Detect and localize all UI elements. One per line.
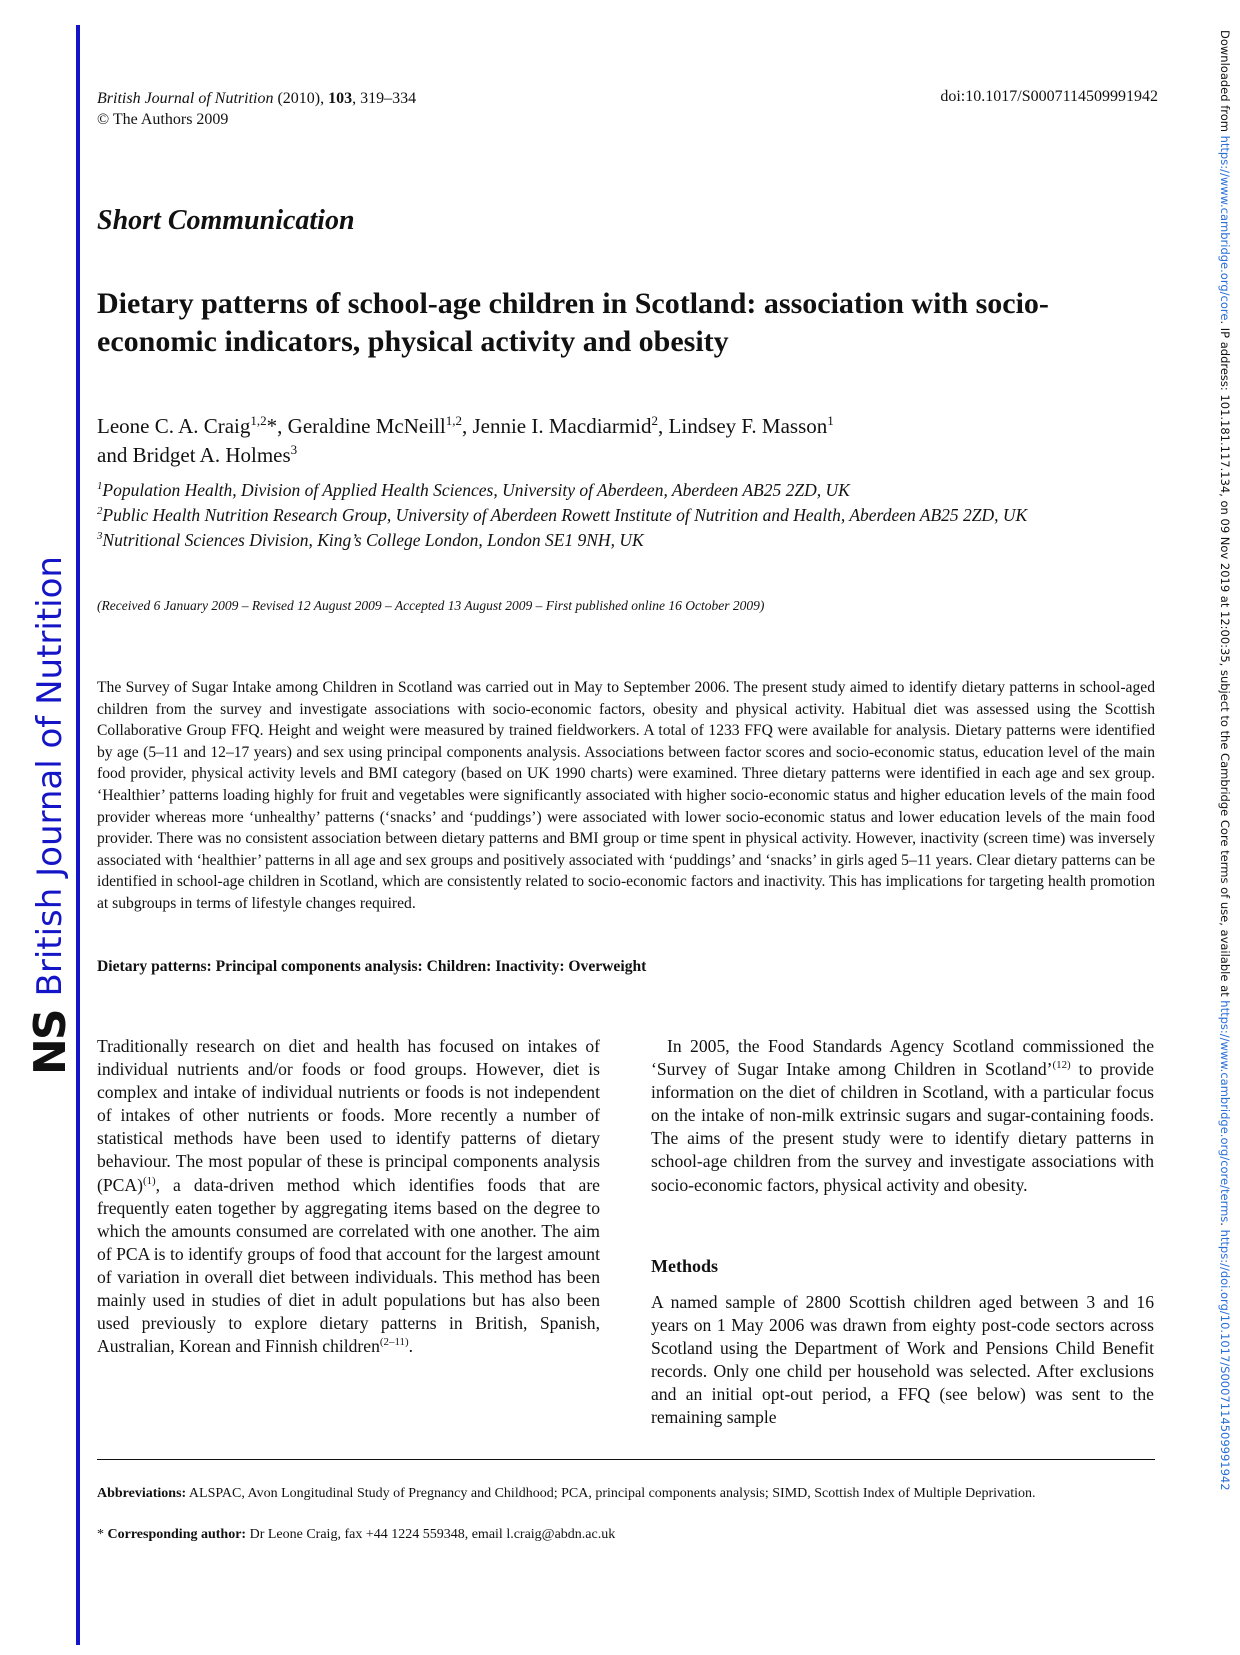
article-title: Dietary patterns of school-age children in Scotland: association with socio-economic indicators, physical activity and obesity <box>97 287 1049 358</box>
journal-sidebar-label <box>24 556 76 1075</box>
citation-ref: (1) <box>142 1174 156 1187</box>
intro-paragraph-left: Traditionally research on diet and health has focused on intakes of individual nutrients and/or foods or food groups. However, diet is complex and intake of individual nutrients or foods is not independent of intakes of other nutrients or foods. More recently a number of statistical methods have been used to identify patterns of dietary behaviour. The most popular of these is principal components analysis (PCA)$^{(1)}$, a data-driven method which identifies foods that are frequently eaten together by aggregating items based on the degree to which the amounts consumed are correlated with one another. The aim of PCA is to identify groups of food that account for the largest amount of variation in overall diet between individuals. This method has been mainly used in studies of diet in adult populations but has also been used previously to explore dietary patterns in British, Spanish, Australian, Korean and Finnish children$^{(2-11)}$. <box>97 1036 600 1357</box>
author-affil-sup: 1,2 <box>445 413 462 428</box>
author-name: Geraldine McNeill <box>287 414 446 438</box>
keywords: Dietary patterns: Principal components analysis: Children: Inactivity: Overweight <box>97 958 647 975</box>
core-link[interactable]: https://www.cambridge.org/core <box>1218 135 1232 321</box>
journal-side-rule <box>76 25 80 1645</box>
methods-paragraph: A named sample of 2800 Scottish children aged between 3 and 16 years on 1 May 2006 was drawn from eighty post-code sectors across Scotland using the Department of Work and Pensions Child Benefit records. Only one child per household was selected. After exclusions and an initial opt-out period, a FFQ (see below) was sent to the remaining sample <box>651 1292 1154 1428</box>
received-dates: (Received 6 January 2009 – Revised 12 August 2009 – Accepted 13 August 2009 – First published online 16 October 2009) <box>97 598 765 613</box>
affiliation-1: $^1$Population Health, Division of Applied Health Sciences, University of Aberdeen, Aberdeen AB25 2ZD, UK <box>97 480 850 500</box>
corresponding-author-footnote: * Corresponding author: Dr Leone Craig, fax +44 1224 559348, email l.craig@abdn.ac.uk <box>97 1527 616 1542</box>
citation-ref: (2–11) <box>379 1336 409 1349</box>
citation-ref: (12) <box>1052 1059 1071 1072</box>
author-affil-sup: 3 <box>290 442 298 457</box>
intro-paragraph-right: In 2005, the Food Standards Agency Scotland commissioned the ‘Survey of Sugar Intake among Children in Scotland’$^{(12)}$ to provide information on the diet of children in Scotland, with a particular focus on the intake of non-milk extrinsic sugars and sugar-containing foods. The aims of the present study were to identify dietary patterns in school-age children from the survey and investigate associations with socio-economic factors, physical activity and obesity. <box>651 1036 1154 1195</box>
download-notice: Downloaded from https://www.cambridge.org/core. IP address: 101.181.117.134, on 09 Nov 2019 at 12:00:35, subject to the Cambridge Core terms of use, available at https://www.cambridge.org/core/terms. https://doi.org/10.1017/S0007114509991942 <box>1218 30 1232 1491</box>
affiliation-2: $^2$Public Health Nutrition Research Group, University of Aberdeen Rowett Institute of Nutrition and Health, Aberdeen AB25 2ZD, UK <box>97 505 1028 525</box>
affiliation-3: $^3$Nutritional Sciences Division, King’s College London, London SE1 9NH, UK <box>97 530 644 550</box>
ns-logo: NS <box>24 1010 76 1075</box>
terms-link[interactable]: https://www.cambridge.org/core/terms <box>1218 1000 1232 1223</box>
journal-pages: , 319–334 <box>352 90 417 107</box>
footnote-divider <box>97 1459 1155 1460</box>
author-name: and Bridget A. Holmes <box>97 443 291 467</box>
copyright-line: © The Authors 2009 <box>97 111 229 128</box>
author-affil-sup: 1 <box>827 413 834 428</box>
author-name: Leone C. A. Craig <box>97 414 251 438</box>
journal-volume: 103 <box>328 90 353 107</box>
abstract: The Survey of Sugar Intake among Children in Scotland was carried out in May to September 2006. The present study aimed to identify dietary patterns in school-aged children from the survey and investigate associations with socio-economic factors, obesity and physical activity. Habitual diet was assessed using the Scottish Collaborative Group FFQ. Height and weight were measured by trained fieldworkers. A total of 1233 FFQ were available for analysis. Dietary patterns were identified by age (5–11 and 12–17 years) and sex using principal components analysis. Associations between factor scores and socio-economic status, education level of the main food provider, physical activity levels and BMI category (based on UK 1990 charts) were examined. Three dietary patterns were identified in each age and sex group. ‘Healthier’ patterns loading highly for fruit and vegetables were significantly associated with higher socio-economic status and higher education levels of the main food provider whereas more ‘unhealthy’ patterns (‘snacks’ and ‘puddings’) were associated with lower socio-economic status and lower education levels of the main food provider. There was no consistent association between dietary patterns and BMI group or time spent in physical activity. However, inactivity (screen time) was inversely associated with ‘healthier’ patterns in all age and sex groups and positively associated with ‘puddings’ and ‘snacks’ in girls aged 5–11 years. Clear dietary patterns can be identified in school-age children in Scotland, which are consistently related to socio-economic factors and inactivity. This has implications for targeting health promotion at subgroups in terms of lifestyle changes required. <box>97 679 1155 912</box>
author-affil-sup: 1,2 <box>250 413 267 428</box>
journal-title: British Journal of Nutrition <box>97 90 274 107</box>
affiliations <box>97 478 1107 553</box>
sidebar-journal-name: British Journal of Nutrition <box>30 556 70 997</box>
author-name: Jennie I. Macdiarmid <box>472 414 652 438</box>
section-type-label: Short Communication <box>97 205 355 236</box>
author-name: Lindsey F. Masson <box>668 414 828 438</box>
author-list: Leone C. A. Craig$^{1,2}$*, Geraldine McNeill$^{1,2}$, Jennie I. Macdiarmid$^2$, Lindsey F. Masson$^1$ and Bridget A. Holmes$^3$ <box>97 413 834 467</box>
methods-heading: Methods <box>651 1256 718 1276</box>
doi-header: doi:10.1017/S0007114509991942 <box>940 88 1158 105</box>
citation-header <box>97 88 416 130</box>
journal-year: (2010), <box>277 90 325 107</box>
author-affil-sup: 2 <box>651 413 659 428</box>
abbreviations-footnote: Abbreviations: ALSPAC, Avon Longitudinal Study of Pregnancy and Childhood; PCA, principal components analysis; SIMD, Scottish Index of Multiple Deprivation. <box>97 1486 1036 1501</box>
doi-link[interactable]: https://doi.org/10.1017/S0007114509991942 <box>1218 1229 1232 1491</box>
